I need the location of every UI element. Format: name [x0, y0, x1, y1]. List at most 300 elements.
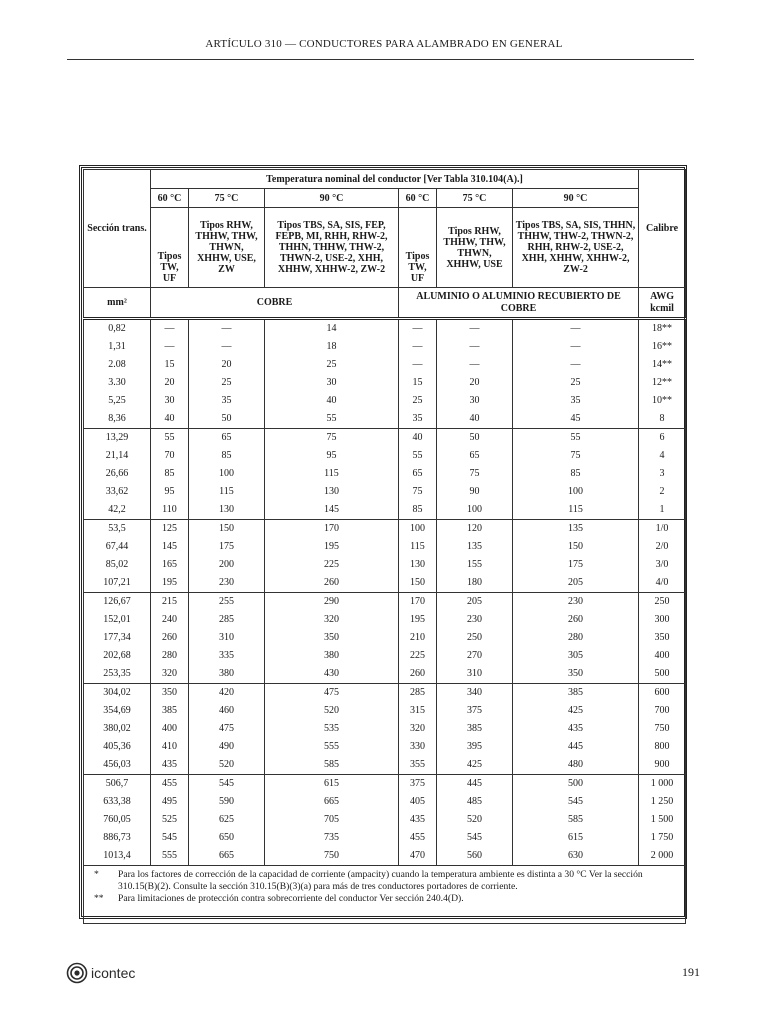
table-row — [84, 538, 686, 556]
al-90c-cell: 280 — [513, 629, 639, 647]
al-75c-cell: 75 — [437, 465, 513, 483]
cu-90c-cell: 520 — [265, 702, 399, 720]
al-60c-cell: 85 — [399, 501, 437, 520]
cu-60c-cell: 240 — [151, 611, 189, 629]
icontec-logo — [66, 960, 135, 986]
al-75c-cell: 40 — [437, 410, 513, 429]
caliber-cell: 4 — [639, 447, 686, 465]
caliber-cell: 2 — [639, 483, 686, 501]
al-90c-cell: 615 — [513, 829, 639, 847]
cu-90c-cell: 30 — [265, 374, 399, 392]
cu-90c-cell: 95 — [265, 447, 399, 465]
al-90c-cell: 480 — [513, 756, 639, 775]
section-cell: 85,02 — [84, 556, 151, 574]
al-60c-cell: 100 — [399, 520, 437, 539]
al-75c-cell: 310 — [437, 665, 513, 684]
cu-60c-cell: 30 — [151, 392, 189, 410]
al-90c-cell: 85 — [513, 465, 639, 483]
cu-90c-cell: 225 — [265, 556, 399, 574]
cu-90c-cell: 130 — [265, 483, 399, 501]
al-90c-cell: 25 — [513, 374, 639, 392]
caliber-cell: 4/0 — [639, 574, 686, 593]
al-90c-cell: 115 — [513, 501, 639, 520]
caliber-cell: 2/0 — [639, 538, 686, 556]
cu-75c-cell: — — [189, 319, 265, 339]
al-75c-cell: 250 — [437, 629, 513, 647]
temp-90c-aluminum: 90 °C — [513, 189, 639, 208]
section-cell: 506,7 — [84, 775, 151, 794]
table-row — [84, 684, 686, 703]
al-90c-cell: 175 — [513, 556, 639, 574]
caliber-cell: 700 — [639, 702, 686, 720]
al-75c-cell: 395 — [437, 738, 513, 756]
cu-90c-cell: 115 — [265, 465, 399, 483]
section-cell: 202,68 — [84, 647, 151, 665]
al-75c-cell: 135 — [437, 538, 513, 556]
caliber-cell: 350 — [639, 629, 686, 647]
cu-90c-cell: 260 — [265, 574, 399, 593]
section-cell: 8,36 — [84, 410, 151, 429]
table-row — [84, 501, 686, 520]
cu-75c-cell: 460 — [189, 702, 265, 720]
temp-75c-copper: 75 °C — [189, 189, 265, 208]
caliber-cell: 8 — [639, 410, 686, 429]
cu-90c-cell: 55 — [265, 410, 399, 429]
section-cell: 3.30 — [84, 374, 151, 392]
awg-kcmil-header: AWG kcmil — [639, 288, 686, 319]
al-60c-cell: 130 — [399, 556, 437, 574]
cu-60c-cell: 55 — [151, 429, 189, 448]
al-90c-cell: 45 — [513, 410, 639, 429]
cu-75c-cell: 230 — [189, 574, 265, 593]
caliber-cell: 250 — [639, 593, 686, 612]
al-75c-cell: 50 — [437, 429, 513, 448]
caliber-cell: 800 — [639, 738, 686, 756]
al-60c-cell: 55 — [399, 447, 437, 465]
cu-90c-cell: 535 — [265, 720, 399, 738]
running-header: ARTÍCULO 310 — CONDUCTORES PARA ALAMBRADO EN GENERAL — [205, 38, 563, 50]
al-60c-cell: 15 — [399, 374, 437, 392]
al-90c-cell: 100 — [513, 483, 639, 501]
cu-60c-cell: 525 — [151, 811, 189, 829]
footnote-2 — [94, 893, 681, 905]
cu-60c-cell: 215 — [151, 593, 189, 612]
al-90c-cell: — — [513, 338, 639, 356]
cu-75c-cell: 175 — [189, 538, 265, 556]
cu-75c-cell: 255 — [189, 593, 265, 612]
table-row — [84, 483, 686, 501]
caliber-cell: 750 — [639, 720, 686, 738]
cu-75c-cell: 625 — [189, 811, 265, 829]
al-75c-cell: 230 — [437, 611, 513, 629]
al-75c-cell: 270 — [437, 647, 513, 665]
al-90c-cell: 435 — [513, 720, 639, 738]
caliber-cell: 14** — [639, 356, 686, 374]
al-60c-cell: 65 — [399, 465, 437, 483]
table-row — [84, 410, 686, 429]
section-cell: 152,01 — [84, 611, 151, 629]
cu-60c-cell: 435 — [151, 756, 189, 775]
section-cell: 456,03 — [84, 756, 151, 775]
al-90c-cell: 350 — [513, 665, 639, 684]
cu-75c-cell: 665 — [189, 847, 265, 866]
al-60c-cell: 115 — [399, 538, 437, 556]
table-row — [84, 829, 686, 847]
caliber-cell: 1 500 — [639, 811, 686, 829]
cu-75c-cell: 20 — [189, 356, 265, 374]
al-75c-cell: 340 — [437, 684, 513, 703]
section-cell: 1,31 — [84, 338, 151, 356]
caliber-cell: 18** — [639, 319, 686, 339]
al-75c-cell: 375 — [437, 702, 513, 720]
cu-75c-cell: 25 — [189, 374, 265, 392]
section-cell: 2.08 — [84, 356, 151, 374]
cu-75c-cell: 420 — [189, 684, 265, 703]
section-cell: 1013,4 — [84, 847, 151, 866]
caliber-cell: 300 — [639, 611, 686, 629]
section-cell: 380,02 — [84, 720, 151, 738]
footnotes — [84, 866, 686, 924]
icontec-logo-icon — [66, 962, 88, 984]
table-row — [84, 647, 686, 665]
footnote-2-text: Para limitaciones de protección contra sobrecorriente del conductor Ver sección 240.4(D). — [118, 893, 464, 904]
table-row — [84, 338, 686, 356]
caliber-cell: 10** — [639, 392, 686, 410]
al-75c-cell: 90 — [437, 483, 513, 501]
footnote-1 — [94, 869, 681, 893]
types-75c-aluminum: Tipos RHW, THHW, THW, THWN, XHHW, USE — [437, 208, 513, 288]
cu-90c-cell: 18 — [265, 338, 399, 356]
cu-60c-cell: 125 — [151, 520, 189, 539]
temp-90c-copper: 90 °C — [265, 189, 399, 208]
al-75c-cell: 120 — [437, 520, 513, 539]
al-90c-cell: 385 — [513, 684, 639, 703]
al-90c-cell: 55 — [513, 429, 639, 448]
table-row — [84, 574, 686, 593]
cu-90c-cell: 585 — [265, 756, 399, 775]
table-row — [84, 447, 686, 465]
cu-75c-cell: 50 — [189, 410, 265, 429]
types-90c-copper: Tipos TBS, SA, SIS, FEP, FEPB, MI, RHH, RHW-2, THHN, THHW, THW-2, THWN-2, USE-2, XHH, XHHW, XHHW-2, ZW-2 — [265, 208, 399, 288]
cu-75c-cell: 545 — [189, 775, 265, 794]
cu-90c-cell: 350 — [265, 629, 399, 647]
al-90c-cell: 135 — [513, 520, 639, 539]
al-60c-cell: 225 — [399, 647, 437, 665]
caliber-cell: 1 250 — [639, 793, 686, 811]
cu-60c-cell: 260 — [151, 629, 189, 647]
cu-90c-cell: 14 — [265, 319, 399, 339]
cu-75c-cell: 285 — [189, 611, 265, 629]
table-row — [84, 556, 686, 574]
cu-60c-cell: — — [151, 338, 189, 356]
cu-60c-cell: 15 — [151, 356, 189, 374]
al-90c-cell: 445 — [513, 738, 639, 756]
temp-60c-aluminum: 60 °C — [399, 189, 437, 208]
al-90c-cell: 205 — [513, 574, 639, 593]
table-row — [84, 811, 686, 829]
caliber-cell: 1 750 — [639, 829, 686, 847]
cu-60c-cell: 40 — [151, 410, 189, 429]
al-75c-cell: 180 — [437, 574, 513, 593]
al-90c-cell: 630 — [513, 847, 639, 866]
table-row — [84, 720, 686, 738]
cu-60c-cell: 145 — [151, 538, 189, 556]
table-row — [84, 847, 686, 866]
section-cell: 405,36 — [84, 738, 151, 756]
cu-60c-cell: — — [151, 319, 189, 339]
al-60c-cell: 25 — [399, 392, 437, 410]
caliber-cell: 900 — [639, 756, 686, 775]
section-cell: 126,67 — [84, 593, 151, 612]
cu-60c-cell: 110 — [151, 501, 189, 520]
section-cell: 760,05 — [84, 811, 151, 829]
section-cell: 354,69 — [84, 702, 151, 720]
cu-75c-cell: 65 — [189, 429, 265, 448]
types-90c-aluminum: Tipos TBS, SA, SIS, THHN, THHW, THW-2, THWN-2, RHH, RHW-2, USE-2, XHH, XHHW, XHHW-2, ZW-2 — [513, 208, 639, 288]
cu-90c-cell: 555 — [265, 738, 399, 756]
al-60c-cell: — — [399, 356, 437, 374]
table-row — [84, 611, 686, 629]
al-75c-cell: — — [437, 356, 513, 374]
cu-60c-cell: 95 — [151, 483, 189, 501]
al-60c-cell: 470 — [399, 847, 437, 866]
cu-60c-cell: 20 — [151, 374, 189, 392]
cu-75c-cell: — — [189, 338, 265, 356]
table-row — [84, 756, 686, 775]
cu-75c-cell: 380 — [189, 665, 265, 684]
cu-60c-cell: 70 — [151, 447, 189, 465]
section-cell: 5,25 — [84, 392, 151, 410]
table-row — [84, 775, 686, 794]
al-60c-cell: 435 — [399, 811, 437, 829]
al-75c-cell: 425 — [437, 756, 513, 775]
section-cell: 253,35 — [84, 665, 151, 684]
table-row — [84, 738, 686, 756]
section-cell: 304,02 — [84, 684, 151, 703]
al-75c-cell: 560 — [437, 847, 513, 866]
table-row — [84, 702, 686, 720]
al-90c-cell: 305 — [513, 647, 639, 665]
cu-60c-cell: 85 — [151, 465, 189, 483]
cu-90c-cell: 40 — [265, 392, 399, 410]
al-60c-cell: 210 — [399, 629, 437, 647]
cu-75c-cell: 475 — [189, 720, 265, 738]
table-row — [84, 665, 686, 684]
table-row — [84, 319, 686, 339]
table-row — [84, 374, 686, 392]
cu-75c-cell: 310 — [189, 629, 265, 647]
cu-60c-cell: 545 — [151, 829, 189, 847]
section-cell: 177,34 — [84, 629, 151, 647]
al-60c-cell: 40 — [399, 429, 437, 448]
ampacity-table — [83, 169, 686, 924]
cu-75c-cell: 650 — [189, 829, 265, 847]
al-75c-cell: 65 — [437, 447, 513, 465]
cu-75c-cell: 130 — [189, 501, 265, 520]
al-60c-cell: 285 — [399, 684, 437, 703]
caliber-cell: 12** — [639, 374, 686, 392]
table-row — [84, 629, 686, 647]
section-cell: 67,44 — [84, 538, 151, 556]
section-cell: 53,5 — [84, 520, 151, 539]
caliber-cell: 2 000 — [639, 847, 686, 866]
al-60c-cell: 150 — [399, 574, 437, 593]
table-row — [84, 465, 686, 483]
logo-wordmark: icontec — [91, 965, 136, 981]
cu-90c-cell: 170 — [265, 520, 399, 539]
cu-75c-cell: 35 — [189, 392, 265, 410]
caliber-cell: 1 000 — [639, 775, 686, 794]
cu-90c-cell: 615 — [265, 775, 399, 794]
section-cell: 886,73 — [84, 829, 151, 847]
al-60c-cell: 455 — [399, 829, 437, 847]
cu-90c-cell: 665 — [265, 793, 399, 811]
cu-60c-cell: 350 — [151, 684, 189, 703]
al-75c-cell: 445 — [437, 775, 513, 794]
al-75c-cell: 205 — [437, 593, 513, 612]
al-60c-cell: 75 — [399, 483, 437, 501]
al-75c-cell: — — [437, 319, 513, 339]
al-90c-cell: 230 — [513, 593, 639, 612]
cu-60c-cell: 385 — [151, 702, 189, 720]
cu-60c-cell: 165 — [151, 556, 189, 574]
al-75c-cell: — — [437, 338, 513, 356]
table-row — [84, 429, 686, 448]
al-75c-cell: 100 — [437, 501, 513, 520]
cu-60c-cell: 495 — [151, 793, 189, 811]
cu-75c-cell: 520 — [189, 756, 265, 775]
table-row — [84, 392, 686, 410]
al-75c-cell: 545 — [437, 829, 513, 847]
cu-60c-cell: 410 — [151, 738, 189, 756]
caliber-cell: 3/0 — [639, 556, 686, 574]
al-90c-cell: 35 — [513, 392, 639, 410]
cu-75c-cell: 100 — [189, 465, 265, 483]
section-header: Sección trans. — [84, 170, 151, 288]
caliber-cell: 1/0 — [639, 520, 686, 539]
unit-mm2: mm² — [84, 288, 151, 319]
cu-90c-cell: 475 — [265, 684, 399, 703]
section-cell: 33,62 — [84, 483, 151, 501]
cu-60c-cell: 400 — [151, 720, 189, 738]
footnote-2-mark: ** — [94, 893, 104, 904]
cu-90c-cell: 320 — [265, 611, 399, 629]
cu-90c-cell: 380 — [265, 647, 399, 665]
types-60c-aluminum: Tipos TW, UF — [399, 208, 437, 288]
al-60c-cell: — — [399, 338, 437, 356]
table-row — [84, 793, 686, 811]
cu-90c-cell: 750 — [265, 847, 399, 866]
temp-60c-copper: 60 °C — [151, 189, 189, 208]
cu-75c-cell: 150 — [189, 520, 265, 539]
table-row — [84, 356, 686, 374]
cu-75c-cell: 335 — [189, 647, 265, 665]
al-60c-cell: 330 — [399, 738, 437, 756]
al-90c-cell: 500 — [513, 775, 639, 794]
al-90c-cell: 545 — [513, 793, 639, 811]
al-60c-cell: 170 — [399, 593, 437, 612]
cu-90c-cell: 735 — [265, 829, 399, 847]
table-body — [84, 319, 686, 866]
cu-60c-cell: 195 — [151, 574, 189, 593]
al-90c-cell: 260 — [513, 611, 639, 629]
section-cell: 107,21 — [84, 574, 151, 593]
al-90c-cell: 585 — [513, 811, 639, 829]
header-rule — [67, 59, 694, 60]
cu-90c-cell: 145 — [265, 501, 399, 520]
al-75c-cell: 385 — [437, 720, 513, 738]
al-75c-cell: 155 — [437, 556, 513, 574]
al-75c-cell: 20 — [437, 374, 513, 392]
cu-90c-cell: 430 — [265, 665, 399, 684]
al-60c-cell: 195 — [399, 611, 437, 629]
al-60c-cell: 375 — [399, 775, 437, 794]
types-60c-copper: Tipos TW, UF — [151, 208, 189, 288]
cu-75c-cell: 200 — [189, 556, 265, 574]
al-60c-cell: 320 — [399, 720, 437, 738]
al-75c-cell: 485 — [437, 793, 513, 811]
section-cell: 26,66 — [84, 465, 151, 483]
al-60c-cell: 35 — [399, 410, 437, 429]
cu-60c-cell: 455 — [151, 775, 189, 794]
cu-90c-cell: 75 — [265, 429, 399, 448]
al-60c-cell: 260 — [399, 665, 437, 684]
cu-90c-cell: 195 — [265, 538, 399, 556]
al-75c-cell: 520 — [437, 811, 513, 829]
footnote-1-text: Para los factores de corrección de la capacidad de corriente (ampacity) cuando la temperatura ambiente es distinta a 30 °C Ver la sección 310.15(B)(2). Consulte la sección 310.15(B)(3)(a) para más de tres conductores portadores de corriente. — [118, 869, 643, 892]
temp-75c-aluminum: 75 °C — [437, 189, 513, 208]
caliber-cell: 16** — [639, 338, 686, 356]
section-cell: 0,82 — [84, 319, 151, 339]
page-number: 191 — [682, 965, 700, 979]
cu-60c-cell: 555 — [151, 847, 189, 866]
al-90c-cell: 150 — [513, 538, 639, 556]
table-row — [84, 520, 686, 539]
footnote-1-mark: * — [94, 869, 99, 880]
cu-75c-cell: 115 — [189, 483, 265, 501]
al-90c-cell: — — [513, 356, 639, 374]
caliber-cell: 500 — [639, 665, 686, 684]
al-90c-cell: — — [513, 319, 639, 339]
al-75c-cell: 30 — [437, 392, 513, 410]
caliber-cell: 3 — [639, 465, 686, 483]
al-90c-cell: 75 — [513, 447, 639, 465]
al-90c-cell: 425 — [513, 702, 639, 720]
caliber-cell: 1 — [639, 501, 686, 520]
cu-75c-cell: 590 — [189, 793, 265, 811]
cu-90c-cell: 705 — [265, 811, 399, 829]
aluminum-header: ALUMINIO O ALUMINIO RECUBIERTO DE COBRE — [399, 288, 639, 319]
al-60c-cell: — — [399, 319, 437, 339]
cu-75c-cell: 85 — [189, 447, 265, 465]
temperature-header: Temperatura nominal del conductor [Ver Tabla 310.104(A).] — [151, 170, 639, 189]
cu-75c-cell: 490 — [189, 738, 265, 756]
cu-90c-cell: 25 — [265, 356, 399, 374]
caliber-cell: 600 — [639, 684, 686, 703]
cu-60c-cell: 320 — [151, 665, 189, 684]
copper-header: COBRE — [151, 288, 399, 319]
caliber-header: Calibre — [639, 170, 686, 288]
types-75c-copper: Tipos RHW, THHW, THW, THWN, XHHW, USE, ZW — [189, 208, 265, 288]
section-cell: 13,29 — [84, 429, 151, 448]
ampacity-table-frame — [79, 165, 687, 919]
cu-90c-cell: 290 — [265, 593, 399, 612]
al-60c-cell: 405 — [399, 793, 437, 811]
al-60c-cell: 355 — [399, 756, 437, 775]
al-60c-cell: 315 — [399, 702, 437, 720]
caliber-cell: 6 — [639, 429, 686, 448]
caliber-cell: 400 — [639, 647, 686, 665]
